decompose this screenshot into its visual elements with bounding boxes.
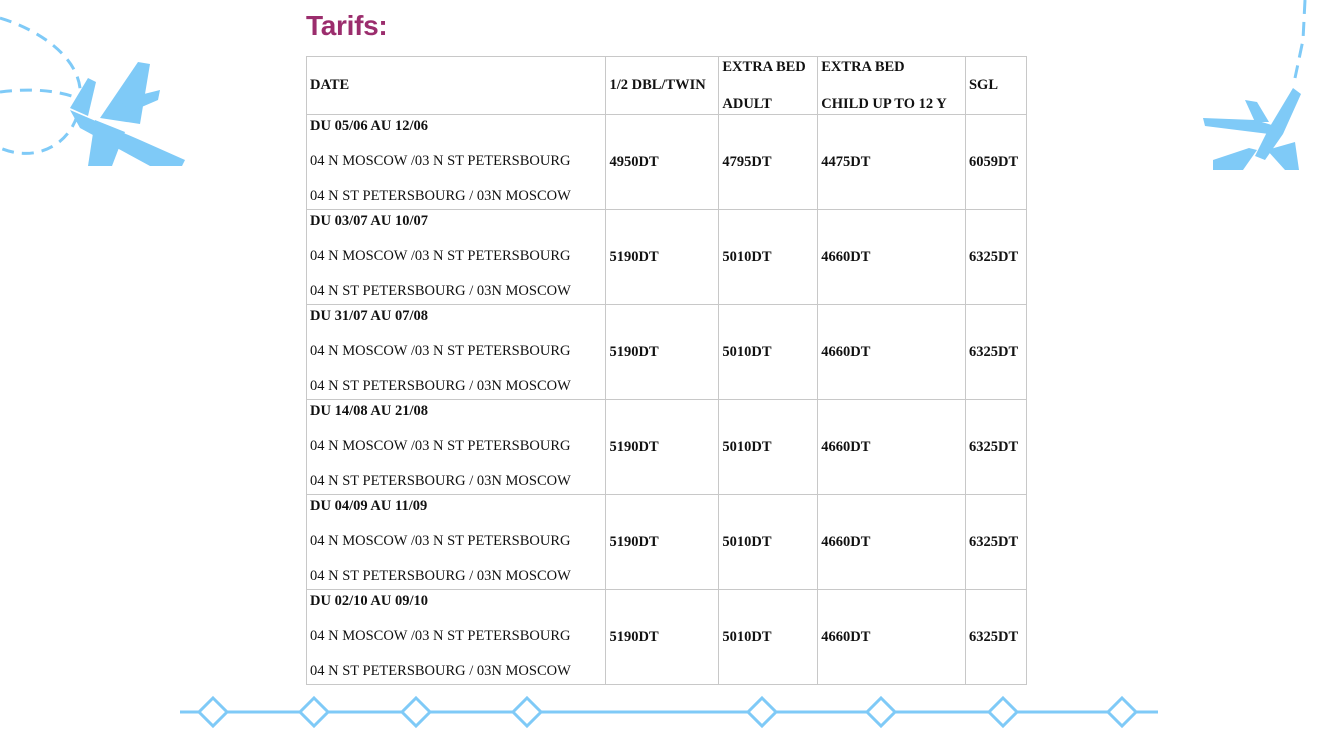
header-extra-bed-child-line2: CHILD UP TO 12 Y: [821, 96, 947, 112]
table-row: [307, 305, 1027, 400]
route-line: 04 N MOSCOW /03 N ST PETERSBOURG: [310, 533, 571, 549]
date-cell: [307, 305, 606, 400]
right-airplane-decoration: [1195, 0, 1333, 175]
price-sgl: 6325DT: [965, 495, 1026, 590]
route-line: 04 N MOSCOW /03 N ST PETERSBOURG: [310, 343, 571, 359]
price-sgl: 6325DT: [965, 590, 1026, 685]
price-dbl-twin: 5190DT: [606, 400, 719, 495]
price-extra-bed-child: 4660DT: [818, 210, 966, 305]
price-sgl: 6059DT: [965, 115, 1026, 210]
price-extra-bed-adult: 5010DT: [719, 400, 818, 495]
diamond-icon: [989, 698, 1017, 726]
price-dbl-twin: 5190DT: [606, 305, 719, 400]
header-extra-bed-adult-line1: EXTRA BED: [722, 59, 806, 75]
header-sgl-label: SGL: [968, 77, 998, 93]
date-range: DU 05/06 AU 12/06: [310, 118, 429, 134]
price-extra-bed-adult: 5010DT: [719, 590, 818, 685]
date-cell: [307, 115, 606, 210]
diamond-icon: [867, 698, 895, 726]
date-range: DU 03/07 AU 10/07: [310, 213, 429, 229]
diamond-icon: [199, 698, 227, 726]
table-header-row: [307, 57, 1027, 115]
date-cell: [307, 210, 606, 305]
table-row: [307, 590, 1027, 685]
price-sgl: 6325DT: [965, 400, 1026, 495]
route-line: 04 N ST PETERSBOURG / 03N MOSCOW: [310, 568, 571, 584]
date-range: DU 02/10 AU 09/10: [310, 593, 429, 609]
diamond-icon: [513, 698, 541, 726]
route-line: 04 N ST PETERSBOURG / 03N MOSCOW: [310, 188, 571, 204]
header-date: [307, 57, 606, 115]
price-extra-bed-adult: 5010DT: [719, 305, 818, 400]
route-line: 04 N ST PETERSBOURG / 03N MOSCOW: [310, 473, 571, 489]
flight-path-icon: [1295, 0, 1305, 78]
price-extra-bed-child: 4660DT: [818, 400, 966, 495]
price-extra-bed-adult: 5010DT: [719, 495, 818, 590]
date-cell: [307, 495, 606, 590]
header-sgl: [965, 57, 1026, 115]
price-dbl-twin: 4950DT: [606, 115, 719, 210]
diamond-icon: [402, 698, 430, 726]
header-date-label: DATE: [310, 77, 350, 93]
header-extra-bed-adult: [719, 57, 818, 115]
route-line: 04 N ST PETERSBOURG / 03N MOSCOW: [310, 283, 571, 299]
route-line: 04 N ST PETERSBOURG / 03N MOSCOW: [310, 378, 571, 394]
diamond-icon: [300, 698, 328, 726]
price-dbl-twin: 5190DT: [606, 590, 719, 685]
header-extra-bed-child-line1: EXTRA BED: [821, 59, 905, 75]
date-cell: [307, 590, 606, 685]
price-extra-bed-child: 4660DT: [818, 495, 966, 590]
route-line: 04 N MOSCOW /03 N ST PETERSBOURG: [310, 248, 571, 264]
table-row: [307, 495, 1027, 590]
route-line: 04 N MOSCOW /03 N ST PETERSBOURG: [310, 153, 571, 169]
price-dbl-twin: 5190DT: [606, 495, 719, 590]
price-extra-bed-child: 4475DT: [818, 115, 966, 210]
route-line: 04 N ST PETERSBOURG / 03N MOSCOW: [310, 663, 571, 679]
date-range: DU 31/07 AU 07/08: [310, 308, 429, 324]
header-extra-bed-adult-line2: ADULT: [722, 96, 772, 112]
table-row: [307, 210, 1027, 305]
table-row: [307, 400, 1027, 495]
price-extra-bed-adult: 5010DT: [719, 210, 818, 305]
header-extra-bed-child: [818, 57, 966, 115]
left-airplane-decoration: [0, 0, 200, 175]
flight-path-icon: [0, 90, 82, 100]
price-dbl-twin: 5190DT: [606, 210, 719, 305]
flight-path-icon: [0, 18, 80, 153]
price-extra-bed-child: 4660DT: [818, 305, 966, 400]
bottom-diamond-divider: [0, 690, 1333, 740]
table-row: [307, 115, 1027, 210]
diamond-icon: [748, 698, 776, 726]
price-extra-bed-child: 4660DT: [818, 590, 966, 685]
header-dbl-twin: [606, 57, 719, 115]
page-title: Tarifs:: [306, 10, 388, 41]
airplane-icon: [70, 62, 185, 166]
price-sgl: 6325DT: [965, 305, 1026, 400]
route-line: 04 N MOSCOW /03 N ST PETERSBOURG: [310, 438, 571, 454]
diamond-icon: [1108, 698, 1136, 726]
airplane-icon: [1203, 88, 1301, 170]
date-range: DU 14/08 AU 21/08: [310, 403, 429, 419]
price-extra-bed-adult: 4795DT: [719, 115, 818, 210]
date-cell: [307, 400, 606, 495]
header-dbl-twin-label: 1/2 DBL/TWIN: [609, 77, 706, 93]
price-sgl: 6325DT: [965, 210, 1026, 305]
tarifs-table: [306, 56, 1027, 685]
date-range: DU 04/09 AU 11/09: [310, 498, 428, 514]
route-line: 04 N MOSCOW /03 N ST PETERSBOURG: [310, 628, 571, 644]
